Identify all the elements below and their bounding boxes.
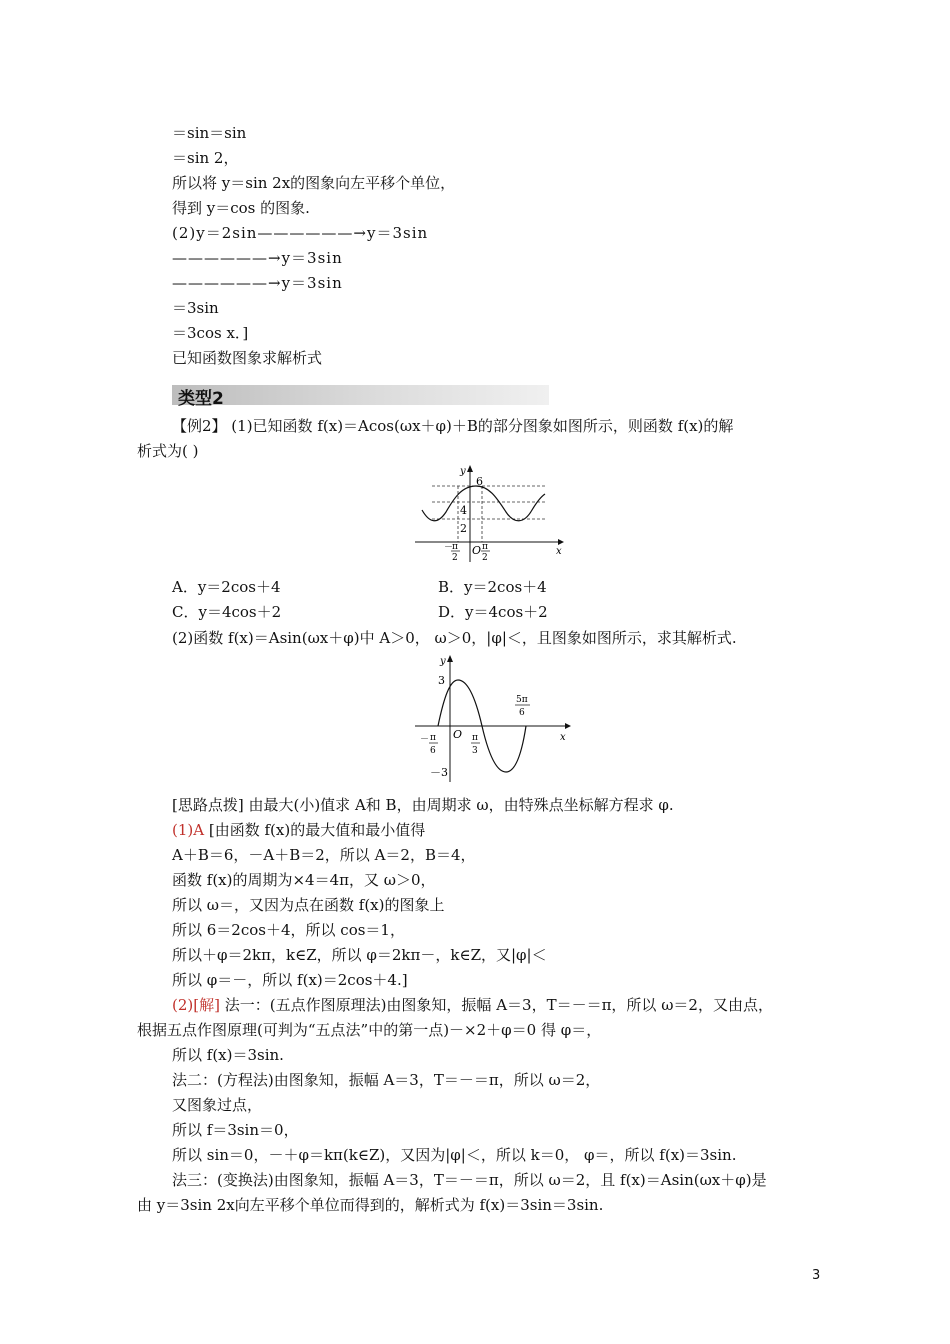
graph-cosine xyxy=(410,462,570,562)
x-tick-sign: － xyxy=(420,735,430,745)
text-line: 所以将 y＝sin 2x的图象向左平移个单位， xyxy=(172,174,456,192)
section-heading: 已知函数图象求解析式 xyxy=(172,349,323,367)
example-line: 析式为( ) xyxy=(137,442,199,460)
y-tick-label: －3 xyxy=(430,766,448,779)
solution-line: 根据五点作图原理(可判为“五点法”中的第一点)－×2＋φ＝0 得 φ＝， xyxy=(137,1021,602,1039)
x-tick-num: π xyxy=(482,542,488,552)
text-line: 得到 y＝cos 的图象. xyxy=(172,199,310,217)
y-tick-label: 6 xyxy=(476,475,483,488)
y-tick-label: 4 xyxy=(460,504,467,517)
solution-line: 所以 φ＝－，所以 f(x)＝2cos＋4.] xyxy=(172,971,408,989)
solution-line: 法二：(方程法)由图象知，振幅 A＝3，T＝－＝π，所以 ω＝2， xyxy=(172,1071,601,1089)
x-tick-den: 2 xyxy=(482,553,488,562)
answer-label: (1)A xyxy=(172,821,205,839)
hint-line: [思路点拨] 由最大(小)值求 A和 B，由周期求 ω，由特殊点坐标解方程求 φ. xyxy=(172,796,674,814)
graph-sine xyxy=(410,652,575,782)
x-tick-sign: － xyxy=(444,543,454,553)
solution-line xyxy=(172,820,425,840)
x-tick-num: π xyxy=(430,733,436,743)
x-axis-label: x xyxy=(560,732,566,743)
text-line: ——————→y＝3sin xyxy=(172,274,343,292)
y-tick-label: 2 xyxy=(460,522,467,535)
origin-label: O xyxy=(472,544,482,557)
section-type-label: 类型2 xyxy=(178,389,224,409)
solution-line: 所以＋φ＝2kπ，k∈Z，所以 φ＝2kπ－，k∈Z，又|φ|＜ xyxy=(172,946,547,964)
x-tick-den: 6 xyxy=(430,746,436,756)
solution-line: 所以 6＝2cos＋4，所以 cos＝1， xyxy=(172,921,405,939)
x-tick-num: π xyxy=(472,733,478,743)
x-tick-num: π xyxy=(452,542,458,552)
y-axis-label: y xyxy=(440,656,446,667)
x-tick-den: 2 xyxy=(452,553,458,562)
solution-line: A＋B＝6，－A＋B＝2，所以 A＝2，B＝4， xyxy=(172,846,476,864)
text-line: ＝sin＝sin xyxy=(172,124,247,142)
text-line: ——————→y＝3sin xyxy=(172,249,343,267)
y-tick-label: 3 xyxy=(438,674,445,687)
x-tick-den: 6 xyxy=(519,708,525,718)
page-number: 3 xyxy=(812,1268,821,1283)
solution-line: 所以 f(x)＝3sin. xyxy=(172,1046,284,1064)
x-tick-den: 3 xyxy=(472,746,478,756)
text-line: ＝3cos x．] xyxy=(172,324,249,342)
section-type-bar xyxy=(172,385,549,409)
solution-line: 所以 f＝3sin＝0， xyxy=(172,1121,299,1139)
y-axis-label: y xyxy=(460,466,466,477)
solution-line: 又图象过点， xyxy=(172,1096,263,1114)
option-d[interactable]: D．y＝4cos＋2 xyxy=(438,603,548,621)
text-line: ＝sin 2， xyxy=(172,149,239,167)
origin-label: O xyxy=(453,728,463,741)
solution-line xyxy=(172,995,773,1015)
option-a[interactable]: A．y＝2cos＋4 xyxy=(172,578,281,596)
text-line: ＝3sin xyxy=(172,299,219,317)
solution-text: [由函数 f(x)的最大值和最小值得 xyxy=(204,821,426,839)
example-line: 【例2】 (1)已知函数 f(x)＝Acos(ωx＋φ)＋B的部分图象如图所示，则函数 f(x)的解 xyxy=(172,417,734,435)
x-axis-label: x xyxy=(556,546,562,557)
solution-line: 法三：(变换法)由图象知，振幅 A＝3，T＝－＝π，所以 ω＝2，且 f(x)＝Asin(ωx＋φ)是 xyxy=(172,1171,767,1189)
text-line: (2)y＝2sin——————→y＝3sin xyxy=(172,224,429,242)
solution-text: 法一：(五点作图原理法)由图象知，振幅 A＝3，T＝－＝π，所以 ω＝2，又由点， xyxy=(219,996,773,1014)
solution-label: (2)[解] xyxy=(172,996,220,1014)
solution-line: 由 y＝3sin 2x向左平移个单位而得到的，解析式为 f(x)＝3sin＝3sin. xyxy=(137,1196,604,1214)
solution-line: 所以 ω＝，又因为点在函数 f(x)的图象上 xyxy=(172,896,445,914)
solution-line: 函数 f(x)的周期为×4＝4π，又 ω＞0， xyxy=(172,871,436,889)
option-c[interactable]: C．y＝4cos＋2 xyxy=(172,603,282,621)
solution-line: 所以 sin＝0，－＋φ＝kπ(k∈Z)，又因为|φ|＜，所以 k＝0， φ＝，所以 f(x)＝3sin. xyxy=(172,1146,737,1164)
question-part2: (2)函数 f(x)＝Asin(ωx＋φ)中 A＞0， ω＞0，|φ|＜，且图象如图所示，求其解析式. xyxy=(172,629,737,647)
option-b[interactable]: B．y＝2cos＋4 xyxy=(438,578,547,596)
x-tick-num: 5π xyxy=(516,695,528,705)
